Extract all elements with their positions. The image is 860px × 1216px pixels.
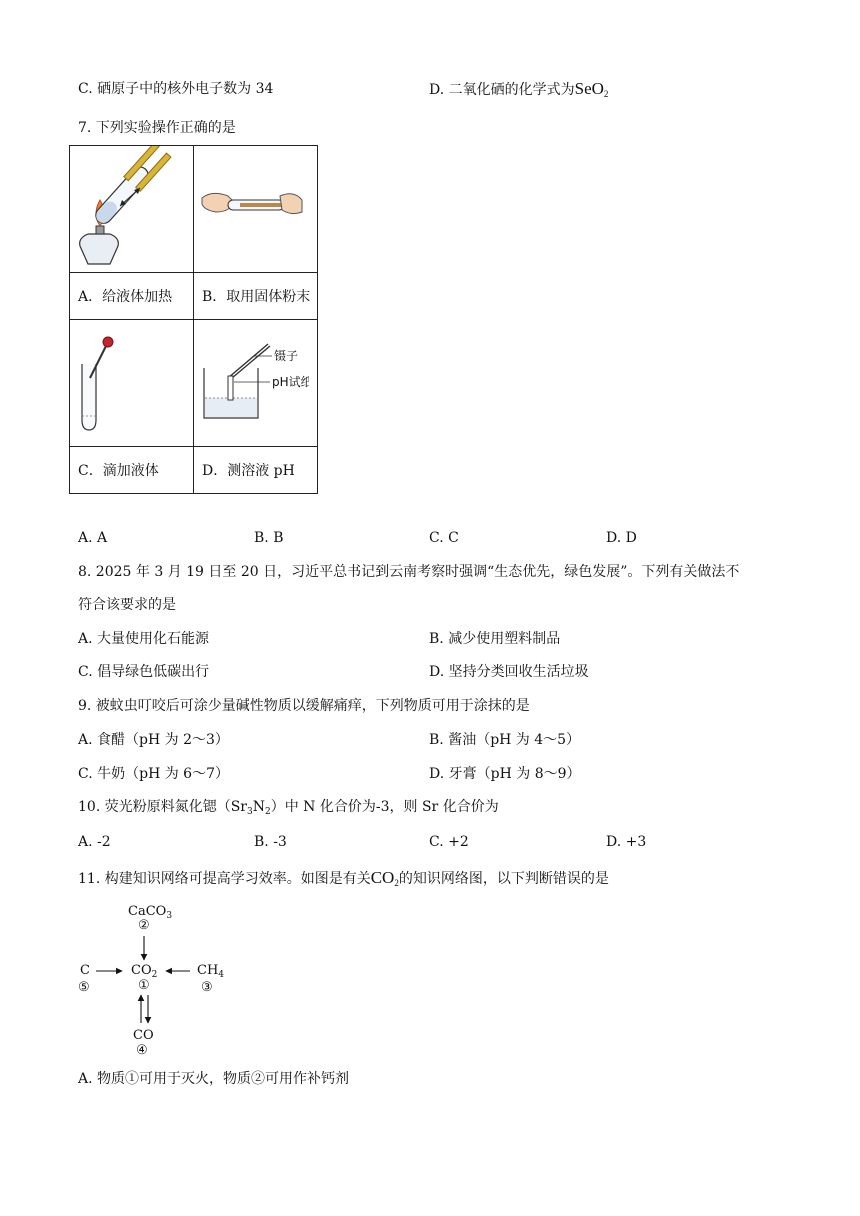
q8-option-d: D. 坚持分类回收生活垃圾 [429, 664, 589, 680]
ch4-text: CH [197, 963, 219, 978]
node-c: C [80, 963, 90, 978]
q10-option-c: C. +2 [429, 834, 469, 850]
q7-option-c: C. C [429, 530, 459, 546]
q10-sub-3: 3 [247, 807, 253, 817]
measuring-ph-illustration [194, 320, 309, 442]
q7-option-d: D. D [606, 530, 637, 546]
q8-option-a: A. 大量使用化石能源 [78, 631, 210, 647]
q8-stem-line1: 8. 2025 年 3 月 19 日至 20 日，习近平总书记到云南考察时强调“生态优先，绿色发展”。下列有关做法不 [78, 564, 740, 580]
cell-c-image [70, 320, 194, 447]
co2-subscript: 2 [394, 878, 399, 888]
q6-option-d-text: D. 二氧化硒的化学式为 [429, 82, 575, 98]
q7-figure-table [69, 145, 318, 494]
q11-stem-pre: 11. 构建知识网络可提高学习效率。如图是有关 [78, 871, 371, 887]
q10-stem-mid: N [252, 799, 265, 815]
tweezers-label: 镊子 [274, 349, 299, 363]
q10-option-a: A. -2 [78, 834, 111, 850]
q6-option-d [429, 79, 608, 100]
taking-powder-illustration [194, 146, 309, 268]
co2-knowledge-network-diagram [76, 900, 246, 1060]
q10-stem [78, 797, 499, 817]
co2-formula: CO [370, 868, 395, 887]
q10-option-b: B. -3 [254, 834, 287, 850]
cell-a-image [70, 146, 194, 273]
co2-node-text: CO [131, 963, 152, 978]
co2-node-subscript: 2 [151, 970, 158, 980]
q9-stem: 9. 被蚊虫叮咬后可涂少量碱性物质以缓解痛痒，下列物质可用于涂抹的是 [78, 698, 530, 714]
q10-option-d: D. +3 [606, 834, 647, 850]
seo-formula: SeO [574, 79, 604, 98]
node-5-marker: ⑤ [78, 980, 90, 995]
node-caco3 [128, 902, 172, 922]
cell-d-image [194, 320, 318, 447]
q11-formula [371, 868, 399, 887]
q7-option-b: B. B [254, 530, 284, 546]
q6-option-d-formula [575, 79, 609, 98]
cell-c-label: C．滴加液体 [70, 447, 194, 494]
cell-b-image [194, 146, 318, 273]
node-3-marker: ③ [201, 980, 213, 995]
q10-stem-pre: 10. 荧光粉原料氮化锶（Sr [78, 799, 247, 815]
q8-option-b: B. 减少使用塑料制品 [429, 631, 561, 647]
q9-option-c: C. 牛奶（pH 为 6～7） [78, 766, 229, 782]
caco3-subscript: 3 [166, 911, 173, 921]
q9-option-d: D. 牙膏（pH 为 8～9） [429, 766, 581, 782]
node-2-marker: ② [138, 918, 150, 933]
q9-option-a: A. 食醋（pH 为 2～3） [78, 732, 229, 748]
ch4-subscript: 4 [218, 970, 225, 980]
seo-subscript: 2 [603, 89, 609, 99]
q7-stem: 7. 下列实验操作正确的是 [78, 120, 236, 136]
caco3-text: CaCO [128, 904, 167, 919]
q10-sub-2: 2 [264, 807, 271, 817]
q11-option-a: A. 物质①可用于灭火，物质②可用作补钙剂 [78, 1071, 350, 1087]
cell-b-label: B．取用固体粉末 [194, 273, 318, 320]
cell-d-label: D．测溶液 pH [194, 447, 318, 494]
q9-option-b: B. 酱油（pH 为 4～5） [429, 732, 581, 748]
q11-stem-post: 的知识网络图，以下判断错误的是 [398, 871, 609, 887]
heating-liquid-illustration [70, 146, 185, 268]
q11-stem [78, 868, 609, 889]
q8-stem-line2: 符合该要求的是 [78, 597, 176, 613]
node-1-marker: ① [138, 978, 150, 993]
q6-option-c: C. 硒原子中的核外电子数为 34 [78, 81, 274, 97]
cell-a-label: A．给液体加热 [70, 273, 194, 320]
q10-stem-post: ）中 N 化合价为-3，则 Sr 化合价为 [270, 799, 499, 815]
node-4-marker: ④ [136, 1043, 148, 1058]
q7-option-a: A. A [78, 530, 108, 546]
q8-option-c: C. 倡导绿色低碳出行 [78, 664, 210, 680]
dropping-liquid-illustration [70, 320, 185, 442]
node-co: CO [133, 1028, 154, 1043]
ph-paper-label: pH试纸 [272, 375, 309, 389]
